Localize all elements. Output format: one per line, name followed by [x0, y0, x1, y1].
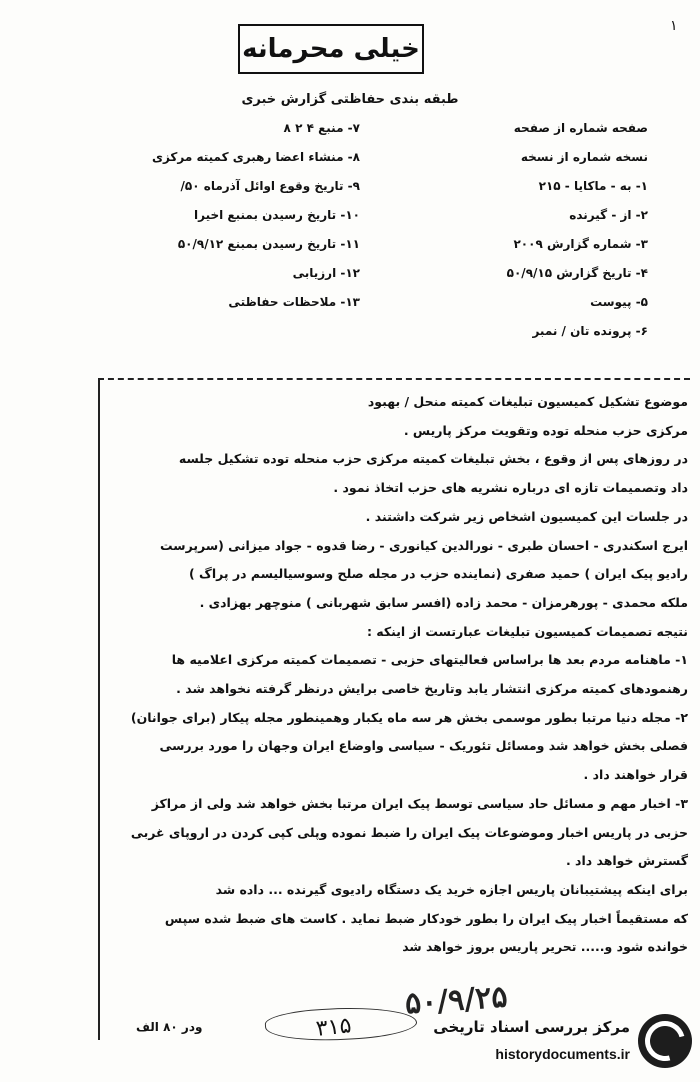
body-line: که مستقیماً اخبار پیک ایران را بطور خودکار ضبط نماید . کاست های ضبط شده سپس [164, 910, 688, 926]
body-line: نتیجه تصمیمات کمیسیون تبلیغات عبارتست از اینکه : [366, 623, 688, 639]
field-report-date: ۴- تاریخ گزارش ۵۰/۹/۱۵ [506, 266, 648, 280]
archive-logo-icon [638, 1014, 692, 1068]
field-from: ۲- از - گیرنده [569, 208, 648, 222]
body-line: برای اینکه پیشتیبانان پاریس اجازه خرید یک دستگاه رادیوی گیرنده ... داده شد [215, 881, 688, 897]
body-line: ایرج اسکندری - احسان طبری - نورالدین کیانوری - رضا قدوه - جواد میزانی (سرپرست [160, 537, 688, 553]
body-line: رادیو پیک ایران ) حمید صفری (نماینده حزب در مجله صلح وسوسیالیسم در پراگ ) [188, 566, 688, 582]
body-line: در جلسات این کمیسیون اشخاص زیر شرکت داشتند . [365, 508, 688, 524]
field-copy-number: نسخه شماره از نسخه [520, 150, 648, 164]
body-line: قرار خواهند داد . [583, 767, 688, 783]
fields-left-column [60, 114, 360, 317]
handwritten-date: ۵۰/۹/۲۵ [403, 979, 509, 1022]
body-line: رهنمودهای کمیته مرکزی انتشار یابد وتاریخ خاصی برایش درنظر گرفته نخواهد شد . [176, 681, 688, 697]
field-source: ۷- منبع ۴ ۲ ۸ [283, 121, 360, 135]
field-occurrence-date: ۹- تاریخ وقوع اوائل آذرماه ۵۰/ [180, 179, 360, 193]
body-line: موضوع تشکیل کمیسیون تبلیغات کمیته منحل / بهبود [367, 394, 688, 409]
body-line: مرکزی حزب منحله توده وتقویت مرکز پاریس . [403, 422, 688, 438]
field-file: ۶- پرونده تان / نمبر [532, 324, 648, 338]
body-line: ملکه محمدی - پورهرمزان - محمد زاده (افسر سابق شهربانی ) منوچهر بهزادی . [199, 594, 688, 610]
field-origin: ۸- منشاء اعضا رهبری کمیته مرکزی [151, 150, 360, 164]
watermark-url: historydocuments.ir [495, 1046, 630, 1062]
body-line: داد وتصمیمات تازه ای درباره نشریه های حزب اتخاذ نمود . [333, 480, 688, 496]
body-line: ۲- مجله دنیا مرتبا بطور موسمی بخش هر سه ماه یکبار وهمینطور مجله پیکار (برای جوانان) [130, 709, 688, 725]
body-line: ۱- ماهنامه مردم بعد ها براساس فعالیتهای حزبی - تصمیمات کمیته مرکزی اعلامیه ها [171, 652, 688, 668]
field-received-date: ۱۱- تاریخ رسیدن بمبنع ۵۰/۹/۱۲ [177, 237, 360, 251]
field-attachment: ۵- پیوست [590, 295, 648, 309]
archive-watermark [422, 1006, 692, 1076]
field-page-number: صفحه شماره از صفحه [513, 121, 648, 135]
bottom-left-note: ودر ۸۰ الف [136, 1020, 203, 1034]
report-body [108, 388, 688, 962]
field-to: ۱- به - ماکایا - ۲۱۵ [538, 179, 648, 193]
body-line: خوانده شود و..... تحریر پاریس بروز خواهد شد [402, 939, 688, 955]
report-subtitle: طبقه بندی حفاظتی گزارش خبری [241, 92, 459, 107]
body-line: ۳- اخبار مهم و مسائل حاد سیاسی توسط پیک ایران مرتبا بخش خواهد شد ولی از مراکز [151, 795, 688, 811]
corner-mark: ١ [670, 18, 678, 34]
field-evaluation: ۱۲- ارزیابی [292, 266, 360, 280]
field-security-notes: ۱۳- ملاحظات حفاظتی [228, 295, 360, 309]
body-line: حزبی در پاریس اخبار وموضوعات پیک ایران را ضبط نموده وپلی کپی کردن در اروپای غربی [130, 824, 688, 840]
field-received-by-source: ۱۰- تاریخ رسیدن بمنبع اخیرا [194, 208, 360, 222]
body-line: در روزهای پس از وقوع ، بخش تبلیغات کمیته مرکزی حزب منحله توده تشکیل جلسه [178, 451, 688, 467]
classification-stamp [238, 24, 424, 74]
body-line: فصلی بخش خواهد شد ومسائل تئوریک - سیاسی واوضاع ایران وجهان را مورد بررسی [159, 738, 688, 754]
handwritten-number: ۳۱۵ [314, 1013, 353, 1042]
body-line: گسترش خواهد داد . [565, 853, 688, 869]
classification-stamp-text: خیلی محرمانه [242, 34, 420, 64]
field-report-number: ۳- شماره گزارش ۲۰۰۹ [513, 237, 648, 251]
fields-right-column [358, 114, 648, 346]
watermark-title: مرکز بررسی اسناد تاریخی [433, 1018, 630, 1036]
